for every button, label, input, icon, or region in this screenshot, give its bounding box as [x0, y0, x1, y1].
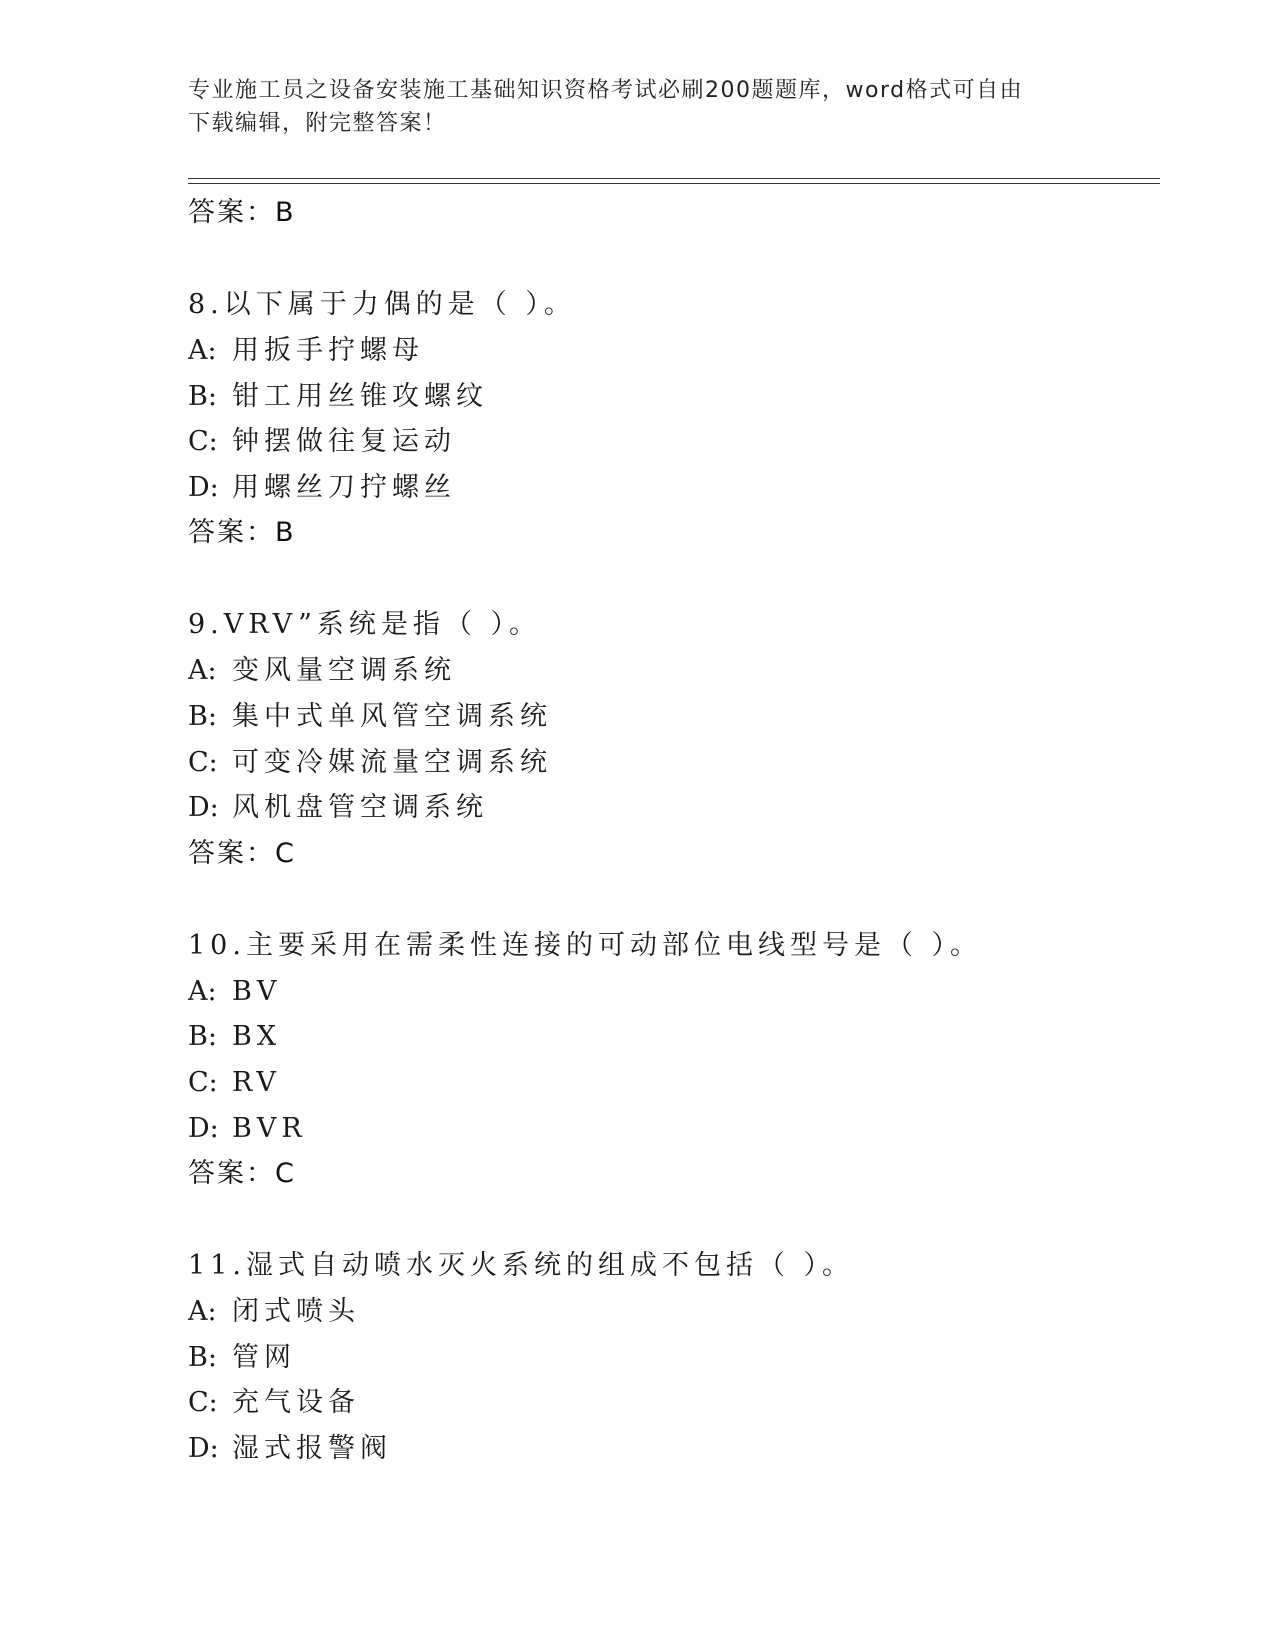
- option-letter: D:: [188, 1432, 219, 1464]
- question-block: [188, 1243, 1148, 1471]
- header-line-2: 下载编辑，附完整答案！: [188, 111, 447, 136]
- option-a: [188, 969, 1148, 1015]
- option-letter: B:: [188, 700, 217, 732]
- option-text: 可变冷媒流量空调系统: [232, 746, 552, 778]
- option-a: [188, 648, 1148, 694]
- option-b: [188, 1335, 1148, 1381]
- option-text: 钳工用丝锥攻螺纹: [232, 380, 488, 412]
- header-line-1: 专业施工员之设备安装施工基础知识资格考试必刷200题题库，word格式可自由: [188, 78, 1024, 103]
- answer-line: 答案：C: [188, 1158, 296, 1190]
- option-letter: B:: [188, 1341, 217, 1373]
- option-letter: A:: [188, 975, 217, 1007]
- option-text: 风机盘管空调系统: [232, 792, 488, 824]
- option-letter: C:: [188, 1066, 218, 1098]
- option-d: [188, 1426, 1148, 1472]
- option-letter: C:: [188, 426, 218, 458]
- option-letter: D:: [188, 471, 219, 503]
- option-text: 湿式报警阀: [232, 1432, 392, 1464]
- answer-line: 答案：B: [188, 197, 296, 228]
- option-text: BV: [232, 975, 282, 1007]
- option-b: [188, 694, 1148, 740]
- option-text: 用扳手拧螺母: [232, 335, 424, 366]
- option-text: 充气设备: [232, 1387, 360, 1419]
- option-text: BX: [232, 1021, 282, 1053]
- option-c: [188, 740, 1148, 786]
- option-letter: B:: [188, 1021, 217, 1053]
- option-letter: A:: [188, 335, 217, 366]
- option-b: [188, 1014, 1148, 1060]
- answer-line: 答案：C: [188, 837, 296, 869]
- document-header: [188, 74, 1088, 140]
- question-text: 11.湿式自动喷水灭火系统的组成不包括（ ）。: [188, 1250, 855, 1282]
- option-c: [188, 1380, 1148, 1426]
- option-a: [188, 328, 1148, 374]
- question-text: 8.以下属于力偶的是（ ）。: [188, 289, 576, 320]
- option-text: 管网: [232, 1341, 296, 1373]
- option-text: 集中式单风管空调系统: [232, 700, 552, 732]
- option-b: [188, 374, 1148, 420]
- answer-line: 答案：B: [188, 517, 296, 549]
- option-letter: A:: [188, 1296, 217, 1328]
- option-letter: A:: [188, 655, 217, 687]
- option-letter: D:: [188, 1112, 219, 1144]
- option-text: RV: [232, 1066, 281, 1098]
- option-c: [188, 1060, 1148, 1106]
- option-c: [188, 419, 1148, 465]
- option-d: [188, 1106, 1148, 1152]
- question-list: [188, 190, 1148, 1472]
- question-text: 10.主要采用在需柔性连接的可动部位电线型号是（ ）。: [188, 929, 983, 961]
- option-text: BVR: [232, 1112, 307, 1144]
- option-letter: B:: [188, 380, 217, 412]
- option-d: [188, 465, 1148, 511]
- header-rule-bottom: [188, 183, 1160, 184]
- header-rule-top: [188, 178, 1160, 179]
- option-text: 用螺丝刀拧螺丝: [232, 471, 456, 503]
- question-block: [188, 602, 1148, 876]
- option-d: [188, 785, 1148, 831]
- question-text: 9.VRV”系统是指（ ）。: [188, 609, 541, 641]
- option-letter: D:: [188, 792, 219, 824]
- option-text: 钟摆做往复运动: [232, 426, 456, 458]
- option-text: 闭式喷头: [232, 1296, 360, 1328]
- option-letter: C:: [188, 1387, 218, 1419]
- question-block: [188, 923, 1148, 1197]
- option-a: [188, 1289, 1148, 1335]
- question-block: [188, 282, 1148, 556]
- option-letter: C:: [188, 746, 218, 778]
- option-text: 变风量空调系统: [232, 655, 456, 687]
